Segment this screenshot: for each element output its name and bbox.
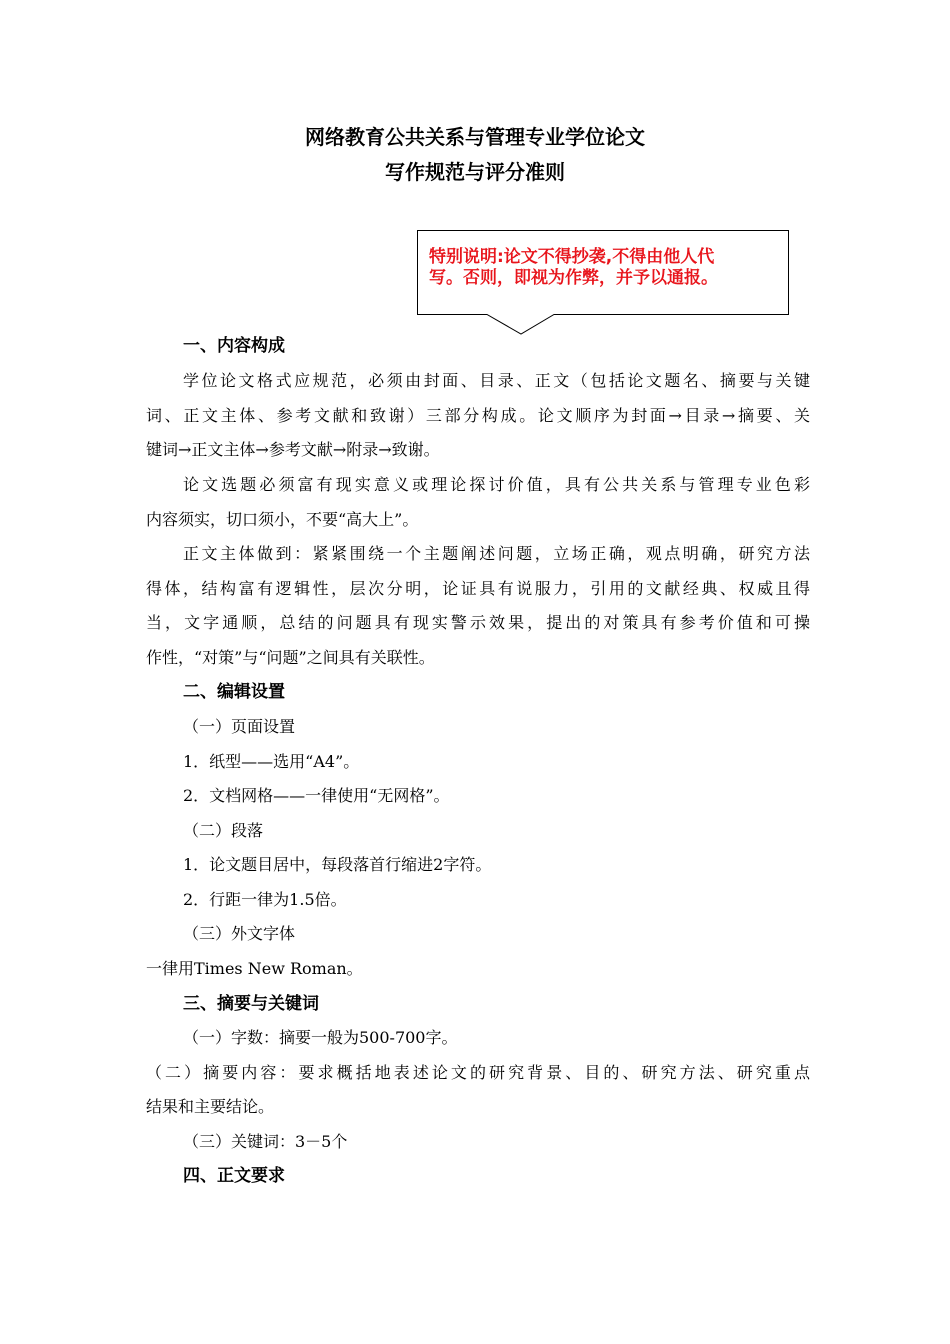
section-heading-content: 一、内容构成 (183, 336, 285, 356)
subsection-heading: （二）段落 (183, 821, 264, 840)
notice-text (429, 247, 781, 289)
list-item: 一律用Times New Roman。 (146, 959, 363, 978)
paragraph-line: 内容须实，切口须小，不要“高大上”。 (146, 510, 419, 529)
list-item: 1．纸型——选用“A4”。 (183, 752, 360, 771)
paragraph-line: 正文主体做到：紧紧围绕一个主题阐述问题，立场正确，观点明确，研究方法 (183, 544, 810, 563)
section-heading-abstract: 三、摘要与关键词 (183, 994, 319, 1014)
list-item: 2．文档网格——一律使用“无网格”。 (183, 786, 450, 805)
section-heading-editing: 二、编辑设置 (183, 682, 285, 702)
paragraph-line: 词、正文主体、参考文献和致谢）三部分构成。论文顺序为封面→目录→摘要、关 (146, 406, 810, 425)
notice-line-1: 特别说明:论文不得抄袭,不得由他人代 (429, 247, 715, 267)
section-heading-body: 四、正文要求 (183, 1166, 285, 1186)
paragraph-line: 当，文字通顺，总结的问题具有现实警示效果，提出的对策具有参考价值和可操 (146, 613, 810, 632)
paragraph-line: 结果和主要结论。 (146, 1097, 275, 1116)
paragraph-line: （二）摘要内容：要求概括地表述论文的研究背景、目的、研究方法、研究重点 (146, 1063, 810, 1082)
paragraph-line: 键词→正文主体→参考文献→附录→致谢。 (146, 440, 440, 459)
list-item: 2．行距一律为1.5倍。 (183, 890, 347, 909)
notice-callout (417, 230, 789, 314)
document-title-line1: 网络教育公共关系与管理专业学位论文 (305, 125, 645, 149)
document-title-line2: 写作规范与评分准则 (385, 160, 565, 184)
notice-line-2: 写。否则，即视为作弊，并予以通报。 (429, 268, 718, 288)
paragraph-line: 论文选题必须富有现实意义或理论探讨价值，具有公共关系与管理专业色彩 (183, 475, 810, 494)
paragraph-line: 学位论文格式应规范，必须由封面、目录、正文（包括论文题名、摘要与关键 (183, 371, 810, 390)
paragraph-line: 得体，结构富有逻辑性，层次分明，论证具有说服力，引用的文献经典、权威且得 (146, 579, 810, 598)
subsection-heading: （三）关键词：3－5个 (183, 1132, 348, 1151)
subsection-heading: （一）字数：摘要一般为500-700字。 (183, 1028, 458, 1047)
subsection-heading: （三）外文字体 (183, 924, 296, 943)
subsection-heading: （一）页面设置 (183, 717, 296, 736)
paragraph-line: 作性，“对策”与“问题”之间具有关联性。 (146, 648, 435, 667)
list-item: 1．论文题目居中，每段落首行缩进2字符。 (183, 855, 492, 874)
